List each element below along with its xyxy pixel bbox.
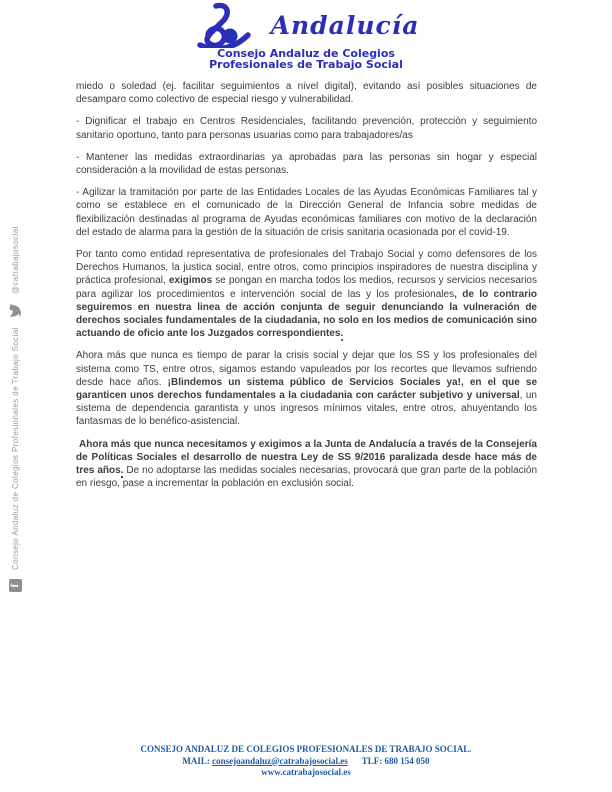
footer-org-line: CONSEJO ANDALUZ DE COLEGIOS PROFESIONALES DE TRABAJO SOCIAL. xyxy=(140,744,472,754)
footer-website: www.catrabajosocial.es xyxy=(261,767,351,777)
paragraph xyxy=(76,80,537,106)
text-run-bold: exigimos xyxy=(168,275,213,287)
facebook-icon: f xyxy=(9,579,22,592)
andalucia-logo-icon xyxy=(193,2,265,48)
logo-org-name xyxy=(0,48,612,70)
sidebar-facebook-label: Consejo Andaluz de Colegios Profesionales de Trabajo Social xyxy=(10,327,20,570)
paragraph xyxy=(76,115,537,141)
logo-org-line1: Consejo Andaluz de Colegios xyxy=(217,47,395,60)
logo-brand-text: Andalucía xyxy=(270,10,420,40)
paragraph xyxy=(76,248,537,340)
text-run: - Agilizar la tramitación por parte de las Entidades Locales de las Ayudas Económicas Familiares tal y como se establece en el comunicado de la Dirección General de Infancia sobre medidas de flexibilización destinadas al programa de Ayudas económicas familiares con motivo de la declaración del estado de alarma para la gestión de la situación de crisis sanitaria ocasionada por el covid-19. xyxy=(76,187,537,238)
text-run: De no adoptarse las medidas sociales necesarias, provocará que gran parte de la población en riesgo, pase a incrementar la población en exclusión social. xyxy=(76,465,538,490)
text-run: , un sistema de dependencia garantista y unos ingresos mínimos vitales, entre otros, ahuyentando los fantasmas de lo benéfico-asistencial. xyxy=(76,390,537,428)
text-run-grammar-mark: . xyxy=(340,328,344,340)
text-run-bold: Ahora más que nunca necesitamos y exigimos a la Junta de Andalucía a través de la Consejería de Políticas Sociales el desarrollo de nuestra Ley de SS 9/2016 paralizada desde hace más de tres años xyxy=(76,438,537,477)
document-body xyxy=(76,80,537,499)
paragraph xyxy=(76,186,537,239)
text-run: - Dignificar el trabajo en Centros Residenciales, facilitando prevención, protección y seguimiento sanitario oportuno, tanto para personas usuarias como para trabajadores/as xyxy=(76,116,537,141)
sidebar-twitter-handle: @catrabajosocial xyxy=(10,226,20,295)
footer-contact-line xyxy=(0,756,612,768)
text-run-grammar-mark: . xyxy=(120,465,124,477)
footer-mail-label: MAIL: xyxy=(182,755,210,766)
text-run: - Mantener las medidas extraordinarias ya aprobadas para las personas sin hogar y especial consideración a la movilidad de estas personas. xyxy=(76,151,537,177)
paragraph xyxy=(76,438,537,491)
letterhead xyxy=(0,0,612,70)
page-footer xyxy=(0,744,612,779)
text-run: Ahora más que nunca es tiempo de parar la crisis social y dejar que los SS y los profesionales del sistema como TS, entre otros, sigamos estando vapuleados por los recortes que llevamos sufriendo desde hace años. xyxy=(76,350,537,388)
footer-phone: TLF: 680 154 050 xyxy=(361,755,430,766)
paragraph xyxy=(76,349,537,428)
text-run-bold: ¡Blindemos un sistema público de Servicios Sociales ya!, en el que se garanticen unos derechos fundamentales a la ciudadania con carácter subjetivo y universal xyxy=(76,376,537,402)
logo-org-line2: Profesionales de Trabajo Social xyxy=(209,58,403,71)
text-run-bold: , de lo contrario seguiremos en nuestra linea de acción conjunta de seguir denunciando la vulneración de derechos sociales fundamentales de la ciudadania, no solo en los medios de comunicación sino actuando de oficio ante los Juzgados correspondientes xyxy=(76,288,537,340)
paragraph xyxy=(76,151,537,177)
twitter-icon xyxy=(9,303,22,318)
text-run: Por tanto como entidad representativa de profesionales del Trabajo Social y como defensores de los Derechos Humanos, la justica social, entre otros, como principios inspiradores de nuestra disciplina y práctica profesional, xyxy=(76,249,537,287)
social-sidebar xyxy=(7,162,23,592)
text-run: se pongan en marcha todos los medios, recursos y servicios necesarios para agilizar los procedimientos e intervención social de las y los profesionales xyxy=(76,275,537,300)
footer-email-link[interactable]: consejoandaluz@catrabajosocial.es xyxy=(212,755,348,766)
text-run: miedo o soledad (ej. facilitar seguimientos a nivel digital), evitando así posibles situaciones de desamparo como colectivo de especial riesgo y vulnerabilidad. xyxy=(76,81,537,106)
